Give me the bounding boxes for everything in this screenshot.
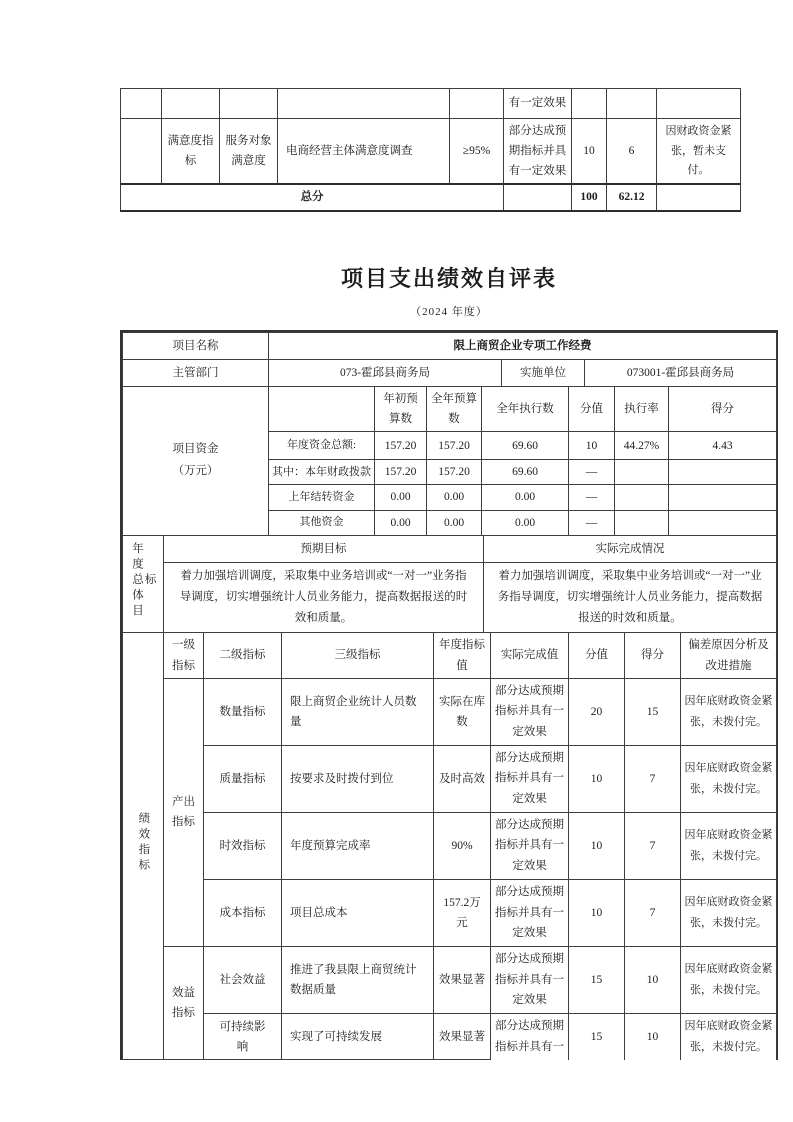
empty-cell (657, 89, 741, 119)
carryover-score-table (120, 88, 741, 212)
empty-cell (278, 89, 450, 119)
annual-goals-section (122, 535, 777, 634)
empty-cell (504, 184, 572, 210)
deviation-note: 因年底财政资金紧张，未拨付完。 (681, 745, 777, 812)
initial-budget: 157.20 (375, 432, 427, 460)
points-value (669, 460, 777, 485)
header-note: 偏差原因分析及改进措施 (681, 633, 777, 678)
funds-label-line1: 项目资金 (172, 442, 219, 455)
deviation-note: 因财政资金紧张，暂未支付。 (657, 119, 741, 185)
row-label: 其他资金 (269, 510, 375, 535)
project-name-label: 项目名称 (123, 333, 269, 360)
annual-target: 及时高效 (434, 745, 491, 812)
deviation-note: 因年底财政资金紧张，未拨付完。 (681, 1013, 777, 1059)
total-row (121, 184, 741, 210)
level3-indicator: 年度预算完成率 (282, 812, 434, 879)
executed-amount: 0.00 (482, 510, 569, 535)
total-points: 62.12 (607, 184, 657, 210)
level3-indicator: 限上商贸企业统计人员数量 (282, 678, 434, 745)
group-output-label: 产出指标 (164, 678, 204, 946)
level2-indicator: 数量指标 (204, 678, 282, 745)
score-value: 10 (569, 812, 625, 879)
annual-target: 90% (434, 812, 491, 879)
expected-goal-text: 着力加强培训调度，采取集中业务培训或“一对一”业务指导调度，切实增强统计人员业务能力，提高数据报送的时效和质量。 (164, 562, 484, 633)
score-value: 15 (569, 1013, 625, 1059)
points-value (669, 485, 777, 510)
perf-row-timeliness (123, 812, 777, 879)
table-row (123, 360, 777, 387)
actual-value: 部分达成预期指标并具有一定效果 (491, 879, 569, 946)
perf-row-quality (123, 745, 777, 812)
col-header-score: 分值 (569, 387, 615, 432)
funds-header-row (123, 387, 777, 432)
annual-target: 效果显著 (434, 1013, 491, 1059)
unit-label: 实施单位 (502, 360, 585, 387)
perf-row-sustainability (123, 1013, 777, 1059)
initial-budget: 0.00 (375, 485, 427, 510)
level2-indicator: 成本指标 (204, 879, 282, 946)
points-value: 7 (625, 745, 681, 812)
empty-cell (121, 89, 162, 119)
goals-body-row (123, 562, 777, 633)
self-evaluation-table (120, 330, 778, 1060)
fullyear-budget: 0.00 (427, 485, 482, 510)
annual-target: 效果显著 (434, 946, 491, 1013)
empty-cell (162, 89, 220, 119)
header-level3: 三级指标 (282, 633, 434, 678)
row-label: 年度资金总额: (269, 432, 375, 460)
execution-rate: 44.27% (615, 432, 669, 460)
header-score: 分值 (569, 633, 625, 678)
actual-completion-text: 着力加强培训调度，采取集中业务培训或“一对一”业务指导调度，切实增强统计人员业务能力，提高数据报送的时效和质量。 (484, 562, 777, 633)
points-value: 15 (625, 678, 681, 745)
points-value: 7 (625, 879, 681, 946)
empty-cell (450, 89, 504, 119)
actual-value: 部分达成预期指标并具有一定效果 (491, 745, 569, 812)
dept-label: 主管部门 (123, 360, 269, 387)
row-label: 上年结转资金 (269, 485, 375, 510)
execution-rate (615, 485, 669, 510)
score-value: — (569, 485, 615, 510)
header-points: 得分 (625, 633, 681, 678)
points-value: 7 (625, 812, 681, 879)
actual-value: 部分达成预期指标并具有一定效果 (491, 812, 569, 879)
header-target: 年度指标值 (434, 633, 491, 678)
level1-indicator: 满意度指标 (162, 119, 220, 185)
col-header-fullyear-budget: 全年预算数 (427, 387, 482, 432)
level3-indicator: 实现了可持续发展 (282, 1013, 434, 1059)
total-label: 总分 (121, 184, 504, 210)
expected-goal-header: 预期目标 (164, 535, 484, 562)
score-value: — (569, 510, 615, 535)
level2-indicator: 社会效益 (204, 946, 282, 1013)
actual-value: 部分达成预期指标并具有一定效果 (491, 946, 569, 1013)
level3-indicator: 按要求及时拨付到位 (282, 745, 434, 812)
score-value: 20 (569, 678, 625, 745)
deviation-note: 因年底财政资金紧张，未拨付完。 (681, 879, 777, 946)
perf-header-row (123, 633, 777, 678)
project-funds-section (122, 386, 777, 536)
points-value: 4.43 (669, 432, 777, 460)
level2-indicator: 服务对象满意度 (220, 119, 278, 185)
perf-row-cost (123, 879, 777, 946)
score-value: 15 (569, 946, 625, 1013)
fullyear-budget: 157.20 (427, 432, 482, 460)
actual-value: 部分达成预期指标并具有一定效果 (491, 678, 569, 745)
funds-label (123, 387, 269, 536)
total-score: 100 (572, 184, 607, 210)
points-value: 10 (625, 946, 681, 1013)
score-value: 10 (569, 879, 625, 946)
header-level2: 二级指标 (204, 633, 282, 678)
level3-indicator: 电商经营主体满意度调查 (278, 119, 450, 185)
col-header-points: 得分 (669, 387, 777, 432)
table-row (121, 119, 741, 185)
empty-cell (572, 89, 607, 119)
executed-amount: 69.60 (482, 460, 569, 485)
row-label: 其中：本年财政拨款 (269, 460, 375, 485)
score-value: — (569, 460, 615, 485)
actual-completion-header: 实际完成情况 (484, 535, 777, 562)
score-value: 10 (569, 745, 625, 812)
col-header-rate: 执行率 (615, 387, 669, 432)
points-value: 6 (607, 119, 657, 185)
deviation-note: 因年底财政资金紧张，未拨付完。 (681, 812, 777, 879)
project-name-value: 限上商贸企业专项工作经费 (269, 333, 777, 360)
level3-indicator: 项目总成本 (282, 879, 434, 946)
perf-row-quantity (123, 678, 777, 745)
group-benefit-label: 效益指标 (164, 946, 204, 1059)
col-header-initial-budget: 年初预算数 (375, 387, 427, 432)
funds-label-line2: （万元） (172, 464, 219, 477)
actual-value: 部分达成预期指标并具有一 (491, 1013, 569, 1059)
actual-value-tail: 有一定效果 (504, 89, 572, 119)
points-value (669, 510, 777, 535)
table-row (123, 333, 777, 360)
executed-amount: 0.00 (482, 485, 569, 510)
score-value: 10 (569, 432, 615, 460)
empty-cell (657, 184, 741, 210)
header-actual: 实际完成值 (491, 633, 569, 678)
points-value: 10 (625, 1013, 681, 1059)
perf-side-label-text: 绩效指标 (137, 811, 150, 874)
perf-side-label (123, 633, 164, 1060)
table-row (121, 89, 741, 119)
fullyear-budget: 0.00 (427, 510, 482, 535)
dept-value: 073-霍邱县商务局 (269, 360, 502, 387)
page-subtitle: （2024 年度） (410, 306, 488, 318)
score-value: 10 (572, 119, 607, 185)
empty-cell (607, 89, 657, 119)
deviation-note: 因年底财政资金紧张，未拨付完。 (681, 678, 777, 745)
performance-indicators-section (122, 632, 777, 1060)
unit-value: 073001-霍邱县商务局 (585, 360, 777, 387)
project-info-section (122, 332, 777, 387)
execution-rate (615, 460, 669, 485)
col-header-executed: 全年执行数 (482, 387, 569, 432)
annual-target: 实际在库数 (434, 678, 491, 745)
goals-side-label (123, 535, 164, 633)
level2-indicator: 质量指标 (204, 745, 282, 812)
actual-value: 部分达成预期指标并具有一定效果 (504, 119, 572, 185)
execution-rate (615, 510, 669, 535)
goals-header-row (123, 535, 777, 562)
header-level1: 一级指标 (164, 633, 204, 678)
fullyear-budget: 157.20 (427, 460, 482, 485)
empty-cell (220, 89, 278, 119)
executed-amount: 69.60 (482, 432, 569, 460)
initial-budget: 157.20 (375, 460, 427, 485)
deviation-note: 因年底财政资金紧张，未拨付完。 (681, 946, 777, 1013)
level3-indicator: 推进了我县限上商贸统计数据质量 (282, 946, 434, 1013)
initial-budget: 0.00 (375, 510, 427, 535)
page-title: 项目支出绩效自评表 (340, 266, 557, 291)
annual-target: ≥95% (450, 119, 504, 185)
empty-cell (121, 119, 162, 185)
empty-cell (269, 387, 375, 432)
goals-side-label-text: 年度总体目标 (131, 541, 156, 620)
level2-indicator: 时效指标 (204, 812, 282, 879)
annual-target: 157.2万元 (434, 879, 491, 946)
level2-indicator: 可持续影响 (204, 1013, 282, 1059)
perf-row-social-benefit (123, 946, 777, 1013)
